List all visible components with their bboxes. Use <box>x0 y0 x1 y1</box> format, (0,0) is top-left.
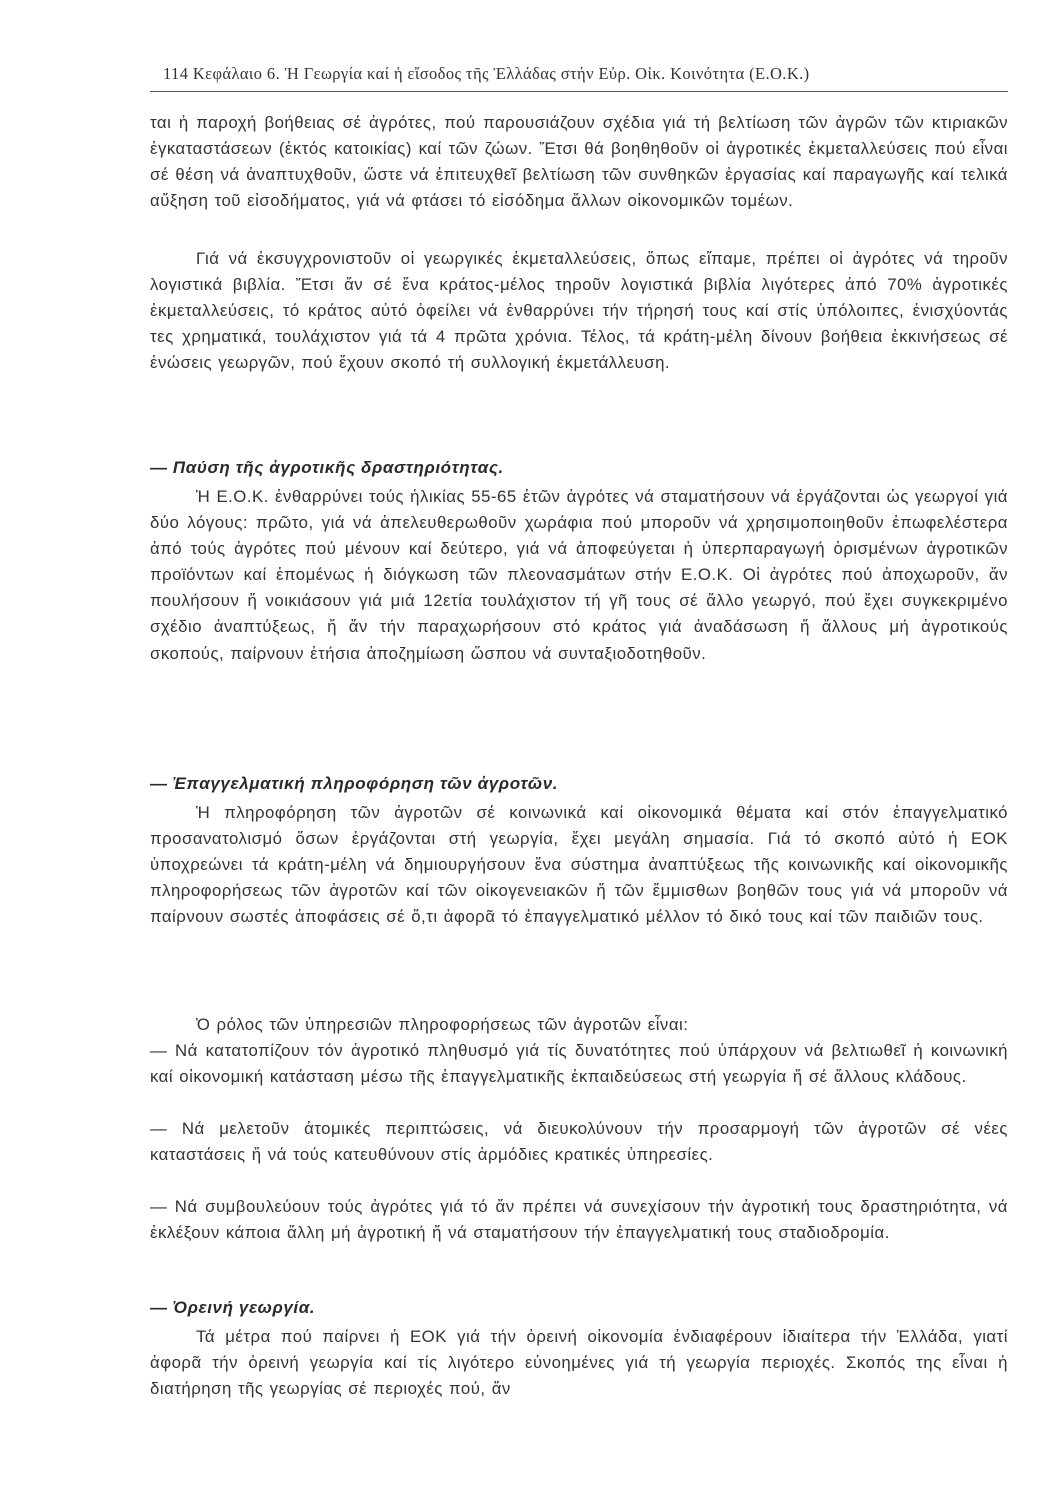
paragraph-accounting-books: Γιά νά ἐκσυγχρονιστοῦν οἱ γεωργικές ἐκμεταλλεύσεις, ὅπως εἴπαμε, πρέπει οἱ ἀγρότες νά τηροῦν λογιστικά βιβλία. Ἔτσι ἄν σέ ἕνα κράτος-μέλος τηροῦν λογιστικά βιβλία λιγότερες ἀπό 70% ἀγροτικές ἐκμεταλλεύσεις, τό κράτος αὐτό ὀφείλει νά ἐνθαρρύνει τήν τήρησή τους καί στίς ὑπόλοιπες, ἐνισχύοντάς τες χρηματικά, τουλάχιστον γιά τά 4 πρῶτα χρόνια. Τέλος, τά κράτη-μέλη δίνουν βοήθεια ἐκκινήσεως σέ ἑνώσεις γεωργῶν, πού ἔχουν σκοπό τή συλλογική ἐκμετάλλευση. <box>150 249 1008 373</box>
list-item-study: — Νά μελετοῦν ἀτομικές περιπτώσεις, νά διευκολύνουν τήν προσαρμογή τῶν ἀγροτῶν σέ νέες καταστάσεις ἤ νά τούς κατευθύνουν στίς ἁρμόδιες κρατικές ὑπηρεσίες. <box>150 1119 1008 1165</box>
section-heading-mountain: — Ὀρεινή γεωργία. <box>150 1298 316 1317</box>
running-header: 114 Κεφάλαιο 6. Ἡ Γεωργία καί ἡ εἴσοδος τῆς Ἑλλάδας στήν Εὐρ. Οἰκ. Κοινότητα (Ε.Ο.Κ.) <box>163 64 810 83</box>
list-item-inform: — Νά κατατοπίζουν τόν ἀγροτικό πληθυσμό γιά τίς δυνατότητες πού ὑπάρχουν νά βελτιωθεῖ ἡ κοινωνική καί οἰκονομική κατάσταση μέσω τῆς ἐπαγγελματικῆς ἐκπαιδεύσεως στή γεωργία ἤ σέ ἄλλους κλάδους. <box>150 1041 1008 1087</box>
paragraph-information: Ἡ πληροφόρηση τῶν ἀγροτῶν σέ κοινωνικά καί οἰκονομικά θέματα καί στόν ἐπαγγελματικό προσανατολισμό ὅσων ἐργάζονται στή γεωργία, ἔχει μεγάλη σημασία. Γιά τό σκοπό αὐτό ἡ ΕΟΚ ὑποχρεώνει τά κράτη-μέλη νά δημιουργήσουν ἕνα σύστημα ἀναπτύξεως τῆς κοινωνικῆς καί οἰκονομικῆς πληροφορήσεως τῶν ἀγροτῶν καί τῶν οἰκογενειακῶν ἤ τῶν ἔμμισθων βοηθῶν τους γιά νά μποροῦν νά παίρνουν σωστές ἀποφάσεις σέ ὅ,τι ἀφορᾶ τό ἐπαγγελματικό μέλλον τό δικό τους καί τῶν παιδιῶν τους. <box>150 803 1008 927</box>
header-rule <box>150 91 1008 92</box>
paragraph-mountain: Τά μέτρα πού παίρνει ἡ ΕΟΚ γιά τήν ὀρεινή οἰκονομία ἐνδιαφέρουν ἰδιαίτερα τήν Ἑλλάδα, γιατί ἀφορᾶ τήν ὀρεινή γεωργία καί τίς λιγότερο εὐνοημένες γιά τή γεωργία περιοχές. Σκοπός της εἶναι ἡ διατήρηση τῆς γεωργίας σέ περιοχές πού, ἄν <box>150 1327 1008 1399</box>
paragraph-services-role: Ὁ ρόλος τῶν ὑπηρεσιῶν πληροφορήσεως τῶν ἀγροτῶν εἶναι: <box>196 1015 689 1034</box>
paragraph-farm-improvement: ται ἡ παροχή βοήθειας σέ ἀγρότες, πού παρουσιάζουν σχέδια γιά τή βελτίωση τῶν ἀγρῶν τῶν κτιριακῶν ἐγκαταστάσεων (ἐκτός κατοικίας) καί τῶν ζώων. Ἔτσι θά βοηθηθοῦν οἱ ἀγροτικές ἐκμεταλλεύσεις πού εἶναι σέ θέση νά ἀναπτυχθοῦν, ὥστε νά ἐπιτευχθεῖ βελτίωση τῶν συνθηκῶν ἐργασίας καί παραγωγῆς καί τελικά αὔξηση τοῦ εἰσοδήματος, γιά νά φτάσει τό εἰσόδημα ἄλλων οἰκονομικῶν τομέων. <box>150 113 1008 211</box>
section-heading-cessation: — Παύση τῆς ἀγροτικῆς δραστηριότητας. <box>150 458 504 477</box>
section-heading-information: — Ἐπαγγελματική πληροφόρηση τῶν ἀγροτῶν. <box>150 774 559 793</box>
paragraph-cessation: Ἡ Ε.Ο.Κ. ἐνθαρρύνει τούς ἡλικίας 55-65 ἐτῶν ἀγρότες νά σταματήσουν νά ἐργάζονται ὡς γεωργοί γιά δύο λόγους: πρῶτο, γιά νά ἀπελευθερωθοῦν χωράφια πού μποροῦν νά χρησιμοποιηθοῦν ἐπωφελέστερα ἀπό τούς ἀγρότες πού μένουν καί δεύτερο, γιά νά ἀποφεύγεται ἡ ὑπερπαραγωγή ὁρισμένων ἀγροτικῶν προϊόντων καί ἑπομένως ἡ διόγκωση τῶν πλεονασμάτων στήν Ε.Ο.Κ. Οἱ ἀγρότες πού ἀποχωροῦν, ἄν πουλήσουν ἤ νοικιάσουν γιά μιά 12ετία τουλάχιστον τή γῆ τους σέ ἄλλο γεωργό, πού ἔχει συγκεκριμένο σχέδιο ἀναπτύξεως, ἤ ἄν τήν παραχωρήσουν στό κράτος γιά ἀναδάσωση ἤ ἄλλους μή ἀγροτικούς σκοπούς, παίρνουν ἐτήσια ἀποζημίωση ὥσπου νά συνταξιοδοτηθοῦν. <box>150 487 1008 663</box>
list-item-advise: — Νά συμβουλεύουν τούς ἀγρότες γιά τό ἄν πρέπει νά συνεχίσουν τήν ἀγροτική τους δραστηριότητα, νά ἐκλέξουν κάποια ἄλλη μή ἀγροτική ἤ νά σταματήσουν τήν ἐπαγγελματική τους σταδιοδρομία. <box>150 1197 1008 1243</box>
